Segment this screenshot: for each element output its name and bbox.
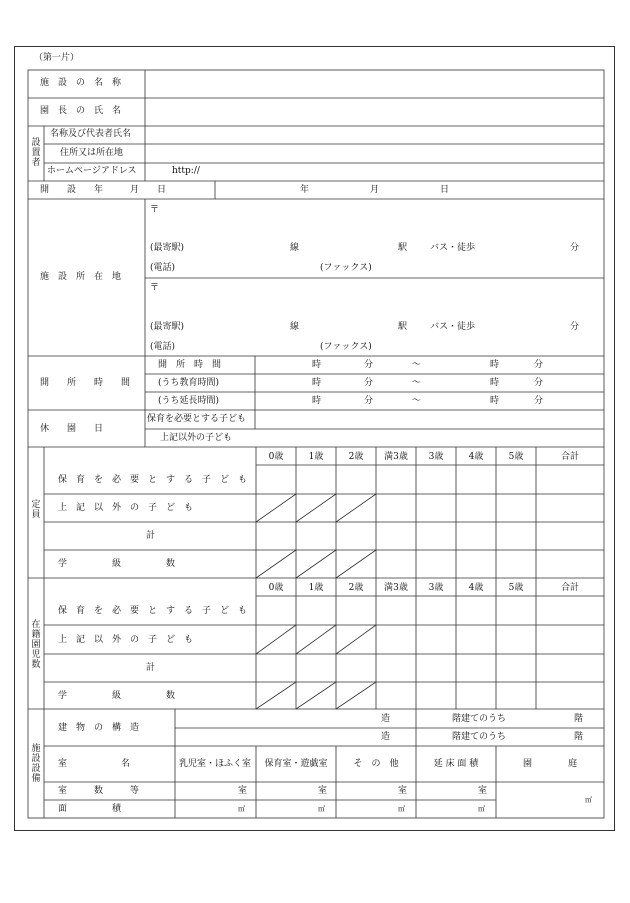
opening-day: 日 [440, 185, 450, 195]
cap-age-3full: 満3歳 [384, 452, 408, 462]
founder-group-label: 設置者 [31, 138, 41, 168]
line-label-2: 線 [290, 322, 300, 332]
founder-homepage-label: ホームページアドレス [47, 166, 137, 176]
room-header-playroom: 保育室・遊戯室 [264, 759, 328, 769]
founder-address-label: 住所又は所在地 [60, 148, 124, 158]
enr-total: 合計 [560, 583, 580, 593]
postal-mark: 〒 [150, 205, 160, 215]
hours-label: 開 所 時 間 [40, 378, 131, 388]
hours-row-education-hour2: 時 [490, 378, 500, 388]
bus-walk-label-2: バス・徒歩 [430, 322, 476, 332]
fax-label-2: (ファックス) [320, 342, 372, 352]
hours-row-education: (うち教育時間) [158, 378, 220, 388]
structure-label: 建 物 の 構 造 [58, 723, 140, 733]
enr-age-0: 0歳 [268, 583, 284, 593]
table-outline [28, 70, 604, 818]
enr-age-1: 1歳 [308, 583, 324, 593]
room-name-label: 室 名 [58, 759, 131, 769]
location-label: 施 設 所 在 地 [40, 272, 122, 282]
room-count-unit-3: 室 [398, 786, 408, 796]
enrolled-row-total: 計 [146, 663, 156, 673]
director-name-label: 園 長 の 氏 名 [40, 106, 122, 116]
cap-total: 合計 [560, 452, 580, 462]
room-header-garden: 園 庭 [522, 759, 578, 769]
enrolled-row-classes: 学 級 数 [58, 691, 176, 701]
bus-walk-label: バス・徒歩 [430, 243, 476, 253]
area-unit-2: ㎡ [318, 805, 325, 813]
enrolled-row-care: 保 育 を 必 要 と す る 子 ど も [58, 606, 248, 616]
opening-year: 年 [300, 185, 310, 195]
hours-row-open-hour: 時 [312, 360, 322, 370]
holidays-row-care: 保育を必要とする子ども [147, 414, 247, 424]
nearest-station-label: (最寄駅) [150, 243, 185, 253]
hours-row-education-tilde: ～ [412, 378, 422, 388]
capacity-row-classes: 学 級 数 [58, 559, 176, 569]
enr-age-3: 3歳 [428, 583, 444, 593]
cap-age-3: 3歳 [428, 452, 444, 462]
area-label: 面 積 [58, 804, 122, 814]
construction-1: 造 [381, 714, 391, 724]
room-header-other: そ の 他 [353, 759, 399, 769]
station-label-2: 駅 [398, 322, 408, 332]
capacity-group-label: 定員 [31, 500, 41, 520]
room-header-infant: 乳児室・ほふく室 [178, 759, 252, 769]
hours-row-open: 開 所 時 間 [158, 360, 222, 370]
hours-row-extended-minute: 分 [364, 396, 374, 406]
room-count-unit-1: 室 [238, 786, 248, 796]
enr-age-2: 2歳 [348, 583, 364, 593]
cap-age-2: 2歳 [348, 452, 364, 462]
cap-age-4: 4歳 [468, 452, 484, 462]
hours-row-open-minute: 分 [364, 360, 374, 370]
page-label: （第一片） [34, 53, 80, 63]
enrolled-group-label: 在籍園児数 [31, 620, 41, 670]
hours-row-extended-minute2: 分 [534, 396, 544, 406]
capacity-row-care: 保 育 を 必 要 と す る 子 ど も [58, 475, 248, 485]
founder-homepage-value: http:// [172, 166, 200, 176]
line-label: 線 [290, 243, 300, 253]
hours-row-education-hour: 時 [312, 378, 322, 388]
construction-2: 造 [381, 732, 391, 742]
phone-label-2: (電話) [150, 342, 176, 352]
hours-row-education-minute: 分 [364, 378, 374, 388]
floor-1: 階 [574, 714, 584, 724]
area-unit-4: ㎡ [478, 805, 485, 813]
capacity-row-total: 計 [146, 531, 156, 541]
cap-age-1: 1歳 [308, 452, 324, 462]
opening-month: 月 [370, 185, 380, 195]
holidays-row-other: 上記以外の子ども [160, 433, 233, 443]
room-header-floor-area: 延 床 面 積 [433, 759, 479, 769]
nearest-station-label-2: (最寄駅) [150, 322, 185, 332]
area-unit-garden: ㎡ [585, 796, 592, 804]
area-unit-3: ㎡ [398, 805, 405, 813]
floors-of-2: 階建てのうち [452, 732, 507, 742]
area-unit-1: ㎡ [238, 805, 245, 813]
hours-row-extended-hour2: 時 [490, 396, 500, 406]
hours-row-extended: (うち延長時間) [158, 396, 220, 406]
hours-row-extended-hour: 時 [312, 396, 322, 406]
room-count-unit-4: 室 [478, 786, 488, 796]
facility-name-label: 施 設 の 名 称 [40, 78, 122, 88]
room-count-unit-2: 室 [318, 786, 328, 796]
phone-label: (電話) [150, 263, 176, 273]
fax-label: (ファックス) [320, 263, 372, 273]
founder-name-label: 名称及び代表者氏名 [50, 129, 132, 139]
cap-age-5: 5歳 [508, 452, 524, 462]
hours-row-open-tilde: ～ [412, 360, 422, 370]
enr-age-4: 4歳 [468, 583, 484, 593]
minutes-label-2: 分 [570, 322, 580, 332]
floor-2: 階 [574, 732, 584, 742]
hours-row-extended-tilde: ～ [412, 396, 422, 406]
opening-date-label: 開 設 年 月 日 [40, 185, 167, 195]
hours-row-open-minute2: 分 [534, 360, 544, 370]
floors-of-1: 階建てのうち [452, 714, 507, 724]
hours-row-education-minute2: 分 [534, 378, 544, 388]
enr-age-3full: 満3歳 [384, 583, 408, 593]
enrolled-row-other: 上 記 以 外 の 子 ど も [58, 635, 194, 645]
holidays-label: 休 園 日 [40, 424, 104, 434]
station-label: 駅 [398, 243, 408, 253]
room-count-label: 室 数 等 [58, 786, 140, 796]
capacity-row-other: 上 記 以 外 の 子 ど も [58, 503, 194, 513]
minutes-label: 分 [570, 243, 580, 253]
facilities-group-label: 施設設備 [31, 744, 41, 784]
hours-row-open-hour2: 時 [490, 360, 500, 370]
cap-age-0: 0歳 [268, 452, 284, 462]
enr-age-5: 5歳 [508, 583, 524, 593]
postal-mark-2: 〒 [150, 283, 160, 293]
